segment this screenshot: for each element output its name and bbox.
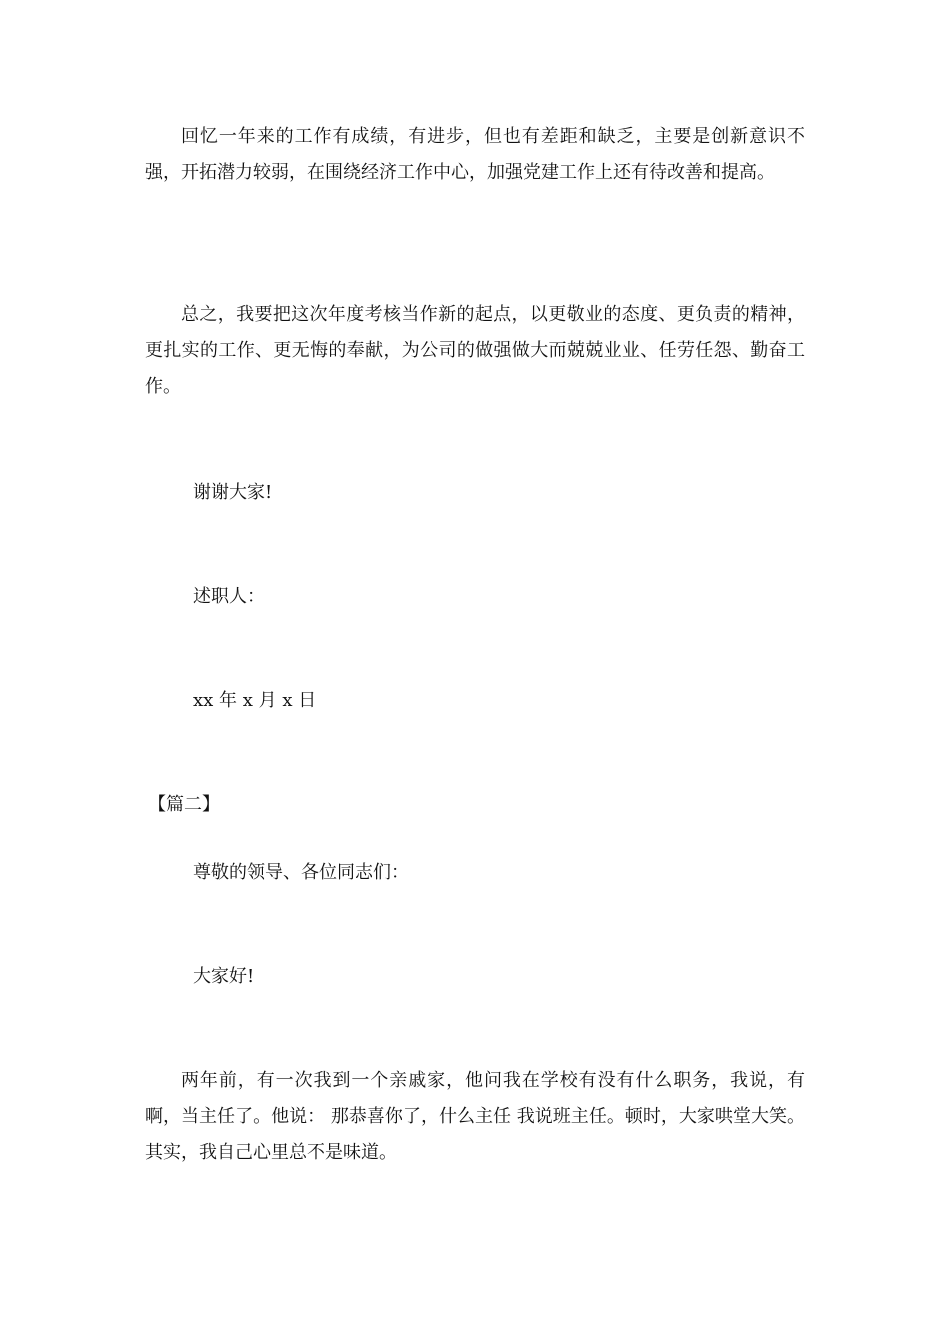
salutation-line: 尊敬的领导、各位同志们： xyxy=(193,862,409,883)
paragraph-story: 两年前，有一次我到一个亲戚家，他问我在学校有没有什么职务，我说，有啊，当主任了。他说： 那恭喜你了，什么主任 我说班主任。顿时，大家哄堂大笑。其实，我自己心里总不是味道。 xyxy=(145,1070,805,1163)
thanks-line: 谢谢大家! xyxy=(193,482,273,503)
paragraph-conclusion: 总之，我要把这次年度考核当作新的起点，以更敬业的态度、更负责的精神，更扎实的工作、更无悔的奉献，为公司的做强做大而兢兢业业、任劳任怨、勤奋工作。 xyxy=(145,304,805,397)
section-heading: 【篇二】 xyxy=(148,794,220,815)
date-line: xx 年 x 月 x 日 xyxy=(193,690,317,711)
reporter-label: 述职人： xyxy=(193,586,265,607)
paragraph-review: 回忆一年来的工作有成绩，有进步，但也有差距和缺乏，主要是创新意识不强，开拓潜力较弱，在围绕经济工作中心，加强党建工作上还有待改善和提高。 xyxy=(145,126,805,183)
greeting-line: 大家好! xyxy=(193,966,255,987)
